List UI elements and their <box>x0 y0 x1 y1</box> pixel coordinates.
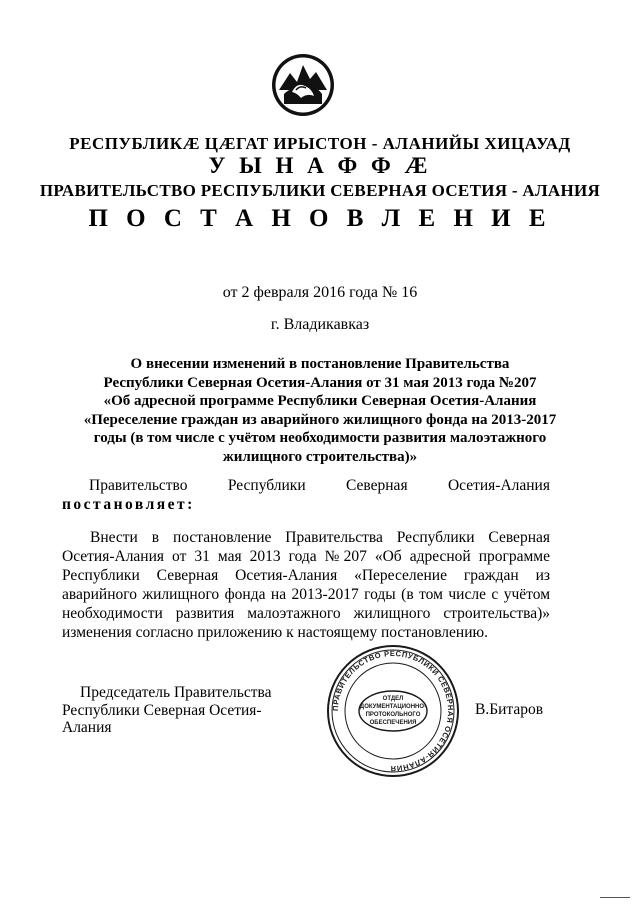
seal-ring-text: ПРАВИТЕЛЬСТВО РЕСПУБЛИКИ СЕВЕРНАЯ ОСЕТИЯ-АЛАНИЯ <box>330 648 456 774</box>
subject-line: О внесении изменений в постановление Правительства <box>130 356 510 372</box>
preamble <box>62 476 550 514</box>
preamble-verb: постановляет: <box>62 496 195 513</box>
document-type-title: П О С Т А Н О В Л Е Н И Е <box>88 205 552 232</box>
document-city: г. Владикавказ <box>270 316 370 333</box>
preamble-line <box>62 476 550 495</box>
subject-line: годы (в том числе с учётом необходимости развития малоэтажного <box>93 430 547 446</box>
coat-of-arms-emblem <box>270 52 336 118</box>
header-republic-ossetian: РЕСПУБЛИКӔ ЦӔГАТ ИРЫСТОН - АЛАНИЙЫ ХИЦАУАД <box>69 134 571 153</box>
preamble-word: Северная <box>346 477 408 494</box>
preamble-word: Правительство <box>89 477 188 494</box>
subject-line: жилищного строительства)» <box>222 448 418 465</box>
official-seal-stamp <box>326 644 460 778</box>
preamble-word: Осетия-Алания <box>447 477 550 494</box>
body-paragraph: Внести в постановление Правительства Республики Северная Осетия-Алания от 31 мая 2013 года №207 «Об адресной программе Республики Северная Осетия-Алания «Переселение граждан из аварийного жилищного фонда на 2013-2017 годы (в том числе с учётом необходимости развития малоэтажного жилищного строительства)» изменения согласно приложению к настоящему постановлению. <box>62 529 550 641</box>
signatory-name: В.Битаров <box>475 701 544 718</box>
preamble-word: Республики <box>227 477 306 494</box>
subject-line: Республики Северная Осетия-Алания от 31 мая 2013 года №207 <box>103 374 537 391</box>
subject-line: «Об адресной программе Республики Северная Осетия-Алания <box>103 393 537 409</box>
document-date-number: от 2 февраля 2016 года № 16 <box>222 284 418 301</box>
signatory-position <box>62 684 282 737</box>
header-decree-ossetian: У Ы Н А Ф Ф Ӕ <box>208 153 432 178</box>
position-line: Республики Северная Осетия-Алания <box>62 701 262 736</box>
seal-center-line: ОБЕСПЕЧЕНИЯ <box>369 720 417 726</box>
seal-center-line: ОТДЕЛ <box>382 696 404 702</box>
seal-center-line: ПРОТОКОЛЬНОГО <box>365 712 421 718</box>
seal-center-line: ДОКУМЕНТАЦИОННО- <box>359 704 427 710</box>
header-government-russian: ПРАВИТЕЛЬСТВО РЕСПУБЛИКИ СЕВЕРНАЯ ОСЕТИЯ - АЛАНИЯ <box>39 181 601 200</box>
document-subject-title <box>0 355 640 466</box>
subject-line: «Переселение граждан из аварийного жилищного фонда на 2013-2017 <box>83 411 557 428</box>
scan-edge-mark <box>600 897 630 898</box>
position-line: Председатель Правительства <box>80 684 272 701</box>
